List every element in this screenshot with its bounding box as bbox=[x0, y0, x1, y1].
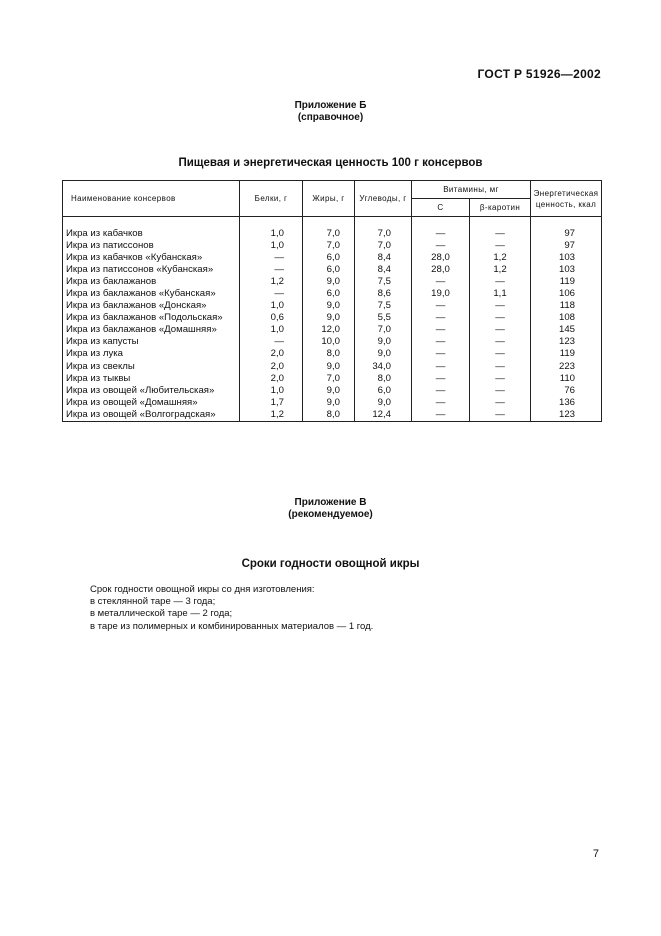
table-cell: 2,0 bbox=[240, 373, 303, 385]
table-cell: Икра из кабачков «Кубанская» bbox=[63, 252, 240, 264]
page-number: 7 bbox=[592, 848, 599, 860]
appendix-v-subtitle: (рекомендуемое) bbox=[288, 509, 373, 520]
table-cell: 6,0 bbox=[303, 252, 355, 264]
table-cell: 7,0 bbox=[303, 228, 355, 240]
table-cell: 8,0 bbox=[303, 409, 355, 422]
table-cell: — bbox=[412, 300, 470, 312]
table-row bbox=[63, 348, 602, 360]
table-cell: 123 bbox=[531, 336, 602, 348]
table-cell: 5,5 bbox=[355, 312, 412, 324]
table-cell: — bbox=[470, 312, 531, 324]
table-cell: 1,1 bbox=[470, 288, 531, 300]
table-row bbox=[63, 397, 602, 409]
header-vitamins: Витамины, мг bbox=[412, 181, 531, 199]
table-cell: Икра из баклажанов «Домашняя» bbox=[63, 324, 240, 336]
table-cell: 9,0 bbox=[303, 361, 355, 373]
table-row bbox=[63, 276, 602, 288]
table-cell: 1,2 bbox=[240, 276, 303, 288]
table-cell: 6,0 bbox=[303, 264, 355, 276]
table-cell: — bbox=[470, 348, 531, 360]
table-cell: 106 bbox=[531, 288, 602, 300]
table-cell: Икра из овощей «Волгоградская» bbox=[63, 409, 240, 422]
table-cell: 1,7 bbox=[240, 397, 303, 409]
header-vitamin-c: С bbox=[412, 199, 470, 217]
table-cell: 9,0 bbox=[355, 397, 412, 409]
table-row bbox=[63, 288, 602, 300]
table-cell: 9,0 bbox=[355, 336, 412, 348]
table-cell: 7,0 bbox=[303, 373, 355, 385]
table-cell: — bbox=[412, 385, 470, 397]
table-cell: 9,0 bbox=[303, 312, 355, 324]
table-cell: 8,0 bbox=[303, 348, 355, 360]
table-cell: 108 bbox=[531, 312, 602, 324]
header-beta-carotene: β-каротин bbox=[470, 199, 531, 217]
table-cell: 9,0 bbox=[355, 348, 412, 360]
table-cell: 8,4 bbox=[355, 252, 412, 264]
header-fat: Жиры, г bbox=[303, 181, 355, 217]
table-cell: 7,0 bbox=[355, 228, 412, 240]
table-cell: — bbox=[412, 361, 470, 373]
table-cell: 145 bbox=[531, 324, 602, 336]
table-row bbox=[63, 361, 602, 373]
table-cell: 119 bbox=[531, 348, 602, 360]
table-cell: 0,6 bbox=[240, 312, 303, 324]
table-row bbox=[63, 324, 602, 336]
table-cell: 97 bbox=[531, 240, 602, 252]
table-cell: Икра из кабачков bbox=[63, 228, 240, 240]
table-cell: 7,0 bbox=[303, 240, 355, 252]
appendix-b-subtitle: (справочное) bbox=[297, 112, 364, 123]
table-cell: 9,0 bbox=[303, 276, 355, 288]
table-cell: 1,0 bbox=[240, 324, 303, 336]
table-row bbox=[63, 300, 602, 312]
table-cell: — bbox=[412, 324, 470, 336]
table-cell: — bbox=[240, 336, 303, 348]
table-cell: — bbox=[412, 228, 470, 240]
table-cell: Икра из баклажанов bbox=[63, 276, 240, 288]
table-cell: 19,0 bbox=[412, 288, 470, 300]
table-cell: — bbox=[412, 409, 470, 422]
table-cell: 1,0 bbox=[240, 240, 303, 252]
table-cell: 8,0 bbox=[355, 373, 412, 385]
table-cell: Икра из патиссонов «Кубанская» bbox=[63, 264, 240, 276]
table-cell: 28,0 bbox=[412, 252, 470, 264]
table-cell: 110 bbox=[531, 373, 602, 385]
table-cell: 9,0 bbox=[303, 385, 355, 397]
table-cell: 7,0 bbox=[355, 240, 412, 252]
table-cell: — bbox=[240, 252, 303, 264]
table-cell: 12,4 bbox=[355, 409, 412, 422]
table-cell: Икра из тыквы bbox=[63, 373, 240, 385]
table-cell: — bbox=[470, 336, 531, 348]
table-row bbox=[63, 312, 602, 324]
table-cell: Икра из баклажанов «Подольская» bbox=[63, 312, 240, 324]
table-cell: 7,5 bbox=[355, 276, 412, 288]
table-cell: 1,0 bbox=[240, 228, 303, 240]
header-energy: Энергетическая ценность, ккал bbox=[531, 181, 602, 217]
table-cell: — bbox=[240, 264, 303, 276]
shelf-life-line: в металлической таре — 2 года; bbox=[90, 608, 233, 620]
table-cell: 1,2 bbox=[240, 409, 303, 422]
table-cell: 118 bbox=[531, 300, 602, 312]
table-cell: — bbox=[412, 312, 470, 324]
table-cell: — bbox=[470, 373, 531, 385]
table-body bbox=[63, 217, 602, 422]
table-cell: — bbox=[470, 397, 531, 409]
table-row bbox=[63, 264, 602, 276]
table-cell: — bbox=[412, 373, 470, 385]
table-row bbox=[63, 373, 602, 385]
table-cell: — bbox=[470, 324, 531, 336]
table-cell: 1,2 bbox=[470, 264, 531, 276]
table-cell: 9,0 bbox=[303, 300, 355, 312]
nutrition-table bbox=[62, 180, 602, 422]
table-cell: — bbox=[470, 300, 531, 312]
table-cell: Икра из овощей «Домашняя» bbox=[63, 397, 240, 409]
shelf-life-line: в стеклянной таре — 3 года; bbox=[90, 596, 216, 608]
table-cell: 103 bbox=[531, 252, 602, 264]
table-cell: Икра из баклажанов «Кубанская» bbox=[63, 288, 240, 300]
table-row bbox=[63, 409, 602, 422]
table-cell: — bbox=[470, 240, 531, 252]
table-row bbox=[63, 240, 602, 252]
appendix-b-title: Приложение Б bbox=[294, 100, 367, 111]
table-cell: — bbox=[412, 348, 470, 360]
shelf-life-title: Сроки годности овощной икры bbox=[241, 558, 420, 570]
shelf-life-paragraph bbox=[90, 584, 373, 633]
table-cell: — bbox=[470, 409, 531, 422]
table-cell: 8,4 bbox=[355, 264, 412, 276]
table-cell: 123 bbox=[531, 409, 602, 422]
table-cell: 223 bbox=[531, 361, 602, 373]
table-cell: — bbox=[470, 276, 531, 288]
table-cell: 10,0 bbox=[303, 336, 355, 348]
table-cell: — bbox=[470, 228, 531, 240]
table-cell: 6,0 bbox=[303, 288, 355, 300]
appendix-v-heading bbox=[0, 497, 661, 521]
table-cell: 9,0 bbox=[303, 397, 355, 409]
table-row bbox=[63, 385, 602, 397]
table-cell: 7,0 bbox=[355, 324, 412, 336]
table-cell: Икра из лука bbox=[63, 348, 240, 360]
table-row bbox=[63, 228, 602, 240]
shelf-life-line: в таре из полимерных и комбинированных материалов — 1 год. bbox=[90, 620, 374, 632]
table-cell: 1,0 bbox=[240, 385, 303, 397]
table-cell: 97 bbox=[531, 228, 602, 240]
table-cell: 119 bbox=[531, 276, 602, 288]
table-cell: 8,6 bbox=[355, 288, 412, 300]
appendix-v-title: Приложение В bbox=[294, 497, 367, 508]
table-row bbox=[63, 252, 602, 264]
table-cell: 28,0 bbox=[412, 264, 470, 276]
table-cell: Икра из свеклы bbox=[63, 361, 240, 373]
table-cell: 7,5 bbox=[355, 300, 412, 312]
header-protein: Белки, г bbox=[240, 181, 303, 217]
table-cell: 103 bbox=[531, 264, 602, 276]
table-cell: — bbox=[470, 361, 531, 373]
table-cell: Икра из баклажанов «Донская» bbox=[63, 300, 240, 312]
table-row bbox=[63, 336, 602, 348]
table-cell: — bbox=[470, 385, 531, 397]
table-title: Пищевая и энергетическая ценность 100 г консервов bbox=[178, 157, 483, 169]
table-cell: — bbox=[240, 288, 303, 300]
table-cell: 76 bbox=[531, 385, 602, 397]
appendix-b-heading bbox=[0, 100, 661, 124]
table-cell: 12,0 bbox=[303, 324, 355, 336]
header-name: Наименование консервов bbox=[63, 181, 240, 217]
table-cell: — bbox=[412, 276, 470, 288]
table-cell: 2,0 bbox=[240, 361, 303, 373]
table-cell: 2,0 bbox=[240, 348, 303, 360]
document-code: ГОСТ Р 51926—2002 bbox=[477, 67, 601, 81]
table-cell: 1,2 bbox=[470, 252, 531, 264]
table-cell: Икра из капусты bbox=[63, 336, 240, 348]
table-cell: 136 bbox=[531, 397, 602, 409]
shelf-life-line: Срок годности овощной икры со дня изготовления: bbox=[90, 584, 315, 595]
table-cell: 34,0 bbox=[355, 361, 412, 373]
table-cell: 1,0 bbox=[240, 300, 303, 312]
table-cell: — bbox=[412, 397, 470, 409]
table-cell: 6,0 bbox=[355, 385, 412, 397]
table-cell: — bbox=[412, 240, 470, 252]
header-carbs: Углеводы, г bbox=[355, 181, 412, 217]
table-cell: Икра из овощей «Любительская» bbox=[63, 385, 240, 397]
table-cell: — bbox=[412, 336, 470, 348]
table-cell: Икра из патиссонов bbox=[63, 240, 240, 252]
